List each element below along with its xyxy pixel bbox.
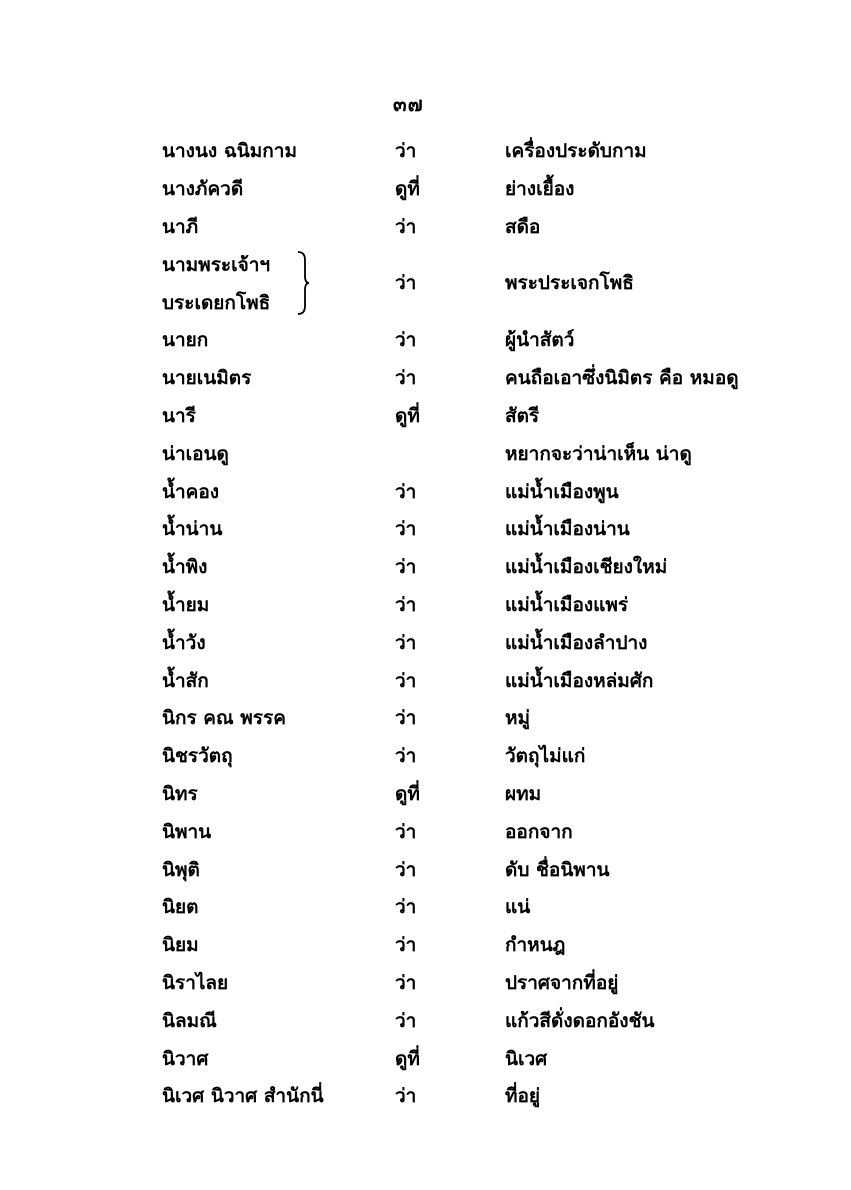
glossary-entry — [0, 814, 851, 852]
entry-relation: ว่า — [395, 518, 417, 541]
glossary-entry — [0, 133, 851, 171]
entry-relation: ว่า — [395, 367, 417, 390]
entry-term: นายเนมิตร — [162, 367, 252, 390]
entry-definition: แก้วสีดั่งดอกอังชัน — [505, 1009, 655, 1032]
entry-definition: เครื่องประดับกาม — [505, 140, 647, 162]
entry-term: น้ำพิง — [162, 556, 208, 579]
entry-definition: สัตรี — [505, 404, 540, 427]
glossary-entry — [0, 474, 851, 512]
glossary-entry — [0, 1041, 851, 1079]
glossary-entry — [0, 663, 851, 701]
entry-term: นิยต — [162, 896, 199, 919]
entry-term-line: บระเดยกโพธิ — [162, 292, 271, 315]
entry-term: น้ำยม — [162, 593, 210, 616]
entry-term: นาภี — [162, 215, 199, 238]
entry-definition: หมู่ — [505, 707, 531, 730]
glossary-entry — [0, 738, 851, 776]
entry-relation: ว่า — [395, 707, 417, 730]
glossary-entry — [0, 889, 851, 927]
entry-term-line: นามพระเจ้าฯ — [162, 254, 271, 277]
glossary-entry — [0, 360, 851, 398]
entry-definition: แม่น้ำเมืองเชียงใหม่ — [505, 556, 668, 579]
entry-definition: พระประเจกโพธิ — [505, 272, 634, 295]
entry-relation: ว่า — [395, 896, 417, 919]
entry-relation: ดูที่ — [395, 782, 420, 805]
entry-relation: ว่า — [395, 934, 417, 957]
entry-term: นิพุติ — [162, 858, 200, 881]
glossary-entry — [0, 398, 851, 436]
entry-relation: ว่า — [395, 1009, 417, 1032]
entry-relation: ว่า — [395, 215, 417, 238]
entry-term: น้ำคอง — [162, 480, 220, 503]
entry-definition: แม่น้ำเมืองแพร่ — [505, 593, 629, 616]
glossary-entry — [0, 209, 851, 247]
entry-relation: ว่า — [395, 820, 417, 843]
entry-definition: ออกจาก — [505, 820, 573, 843]
glossary-entry — [0, 246, 851, 322]
entry-term: น่าเอนดู — [162, 442, 229, 465]
entry-relation: ว่า — [395, 971, 417, 994]
entry-definition: วัตถุไม่แก่ — [505, 745, 586, 768]
entry-definition: แน่ — [505, 896, 531, 919]
entry-term: นิกร คณ พรรค — [162, 707, 286, 730]
entry-term: น้ำสัก — [162, 669, 209, 692]
entry-relation: ว่า — [395, 669, 417, 692]
entry-term: นิชรวัตถุ — [162, 745, 233, 768]
entry-term: นางนง ฉนิมกาม — [162, 140, 297, 162]
glossary-entry — [0, 549, 851, 587]
curly-brace-icon — [296, 250, 310, 316]
glossary-entry — [0, 776, 851, 814]
entry-term: นิลมณี — [162, 1009, 217, 1032]
entry-relation: ว่า — [395, 556, 417, 579]
entry-term: นางภัควดี — [162, 177, 244, 200]
entry-term — [162, 246, 270, 322]
glossary-entry — [0, 1078, 851, 1116]
entry-relation: ว่า — [395, 858, 417, 881]
glossary-entry — [0, 436, 851, 474]
glossary-entries — [0, 133, 851, 1116]
entry-relation: ว่า — [395, 329, 417, 352]
entry-definition: นิเวศ — [505, 1047, 548, 1070]
glossary-entry — [0, 1003, 851, 1041]
entry-relation: ว่า — [395, 480, 417, 503]
entry-definition: ปราศจากที่อยู่ — [505, 971, 619, 994]
glossary-entry — [0, 700, 851, 738]
glossary-entry — [0, 625, 851, 663]
entry-definition: ผทม — [505, 782, 542, 805]
entry-definition: แม่น้ำเมืองน่าน — [505, 518, 630, 541]
entry-relation: ว่า — [395, 593, 417, 616]
entry-term: นิเวศ นิวาศ สำนักนี่ — [162, 1085, 324, 1108]
entry-term: นิวาศ — [162, 1047, 209, 1070]
entry-relation: ว่า — [395, 1085, 417, 1108]
entry-relation: ดูที่ — [395, 1047, 420, 1070]
glossary-entry — [0, 322, 851, 360]
glossary-entry — [0, 927, 851, 965]
glossary-entry — [0, 852, 851, 890]
entry-relation: ว่า — [395, 272, 417, 295]
entry-term: นายก — [162, 329, 209, 352]
entry-definition: กำหนฎ — [505, 934, 566, 957]
entry-term: น้ำวัง — [162, 631, 206, 654]
entry-term: นิทร — [162, 782, 198, 805]
entry-term: นารี — [162, 404, 196, 427]
entry-term: นิยม — [162, 934, 199, 957]
entry-relation: ดูที่ — [395, 404, 420, 427]
entry-relation: ว่า — [395, 140, 417, 162]
entry-definition: ย่างเยื้อง — [505, 177, 575, 200]
glossary-entry — [0, 587, 851, 625]
glossary-entry — [0, 511, 851, 549]
entry-relation: ดูที่ — [395, 177, 420, 200]
entry-definition: แม่น้ำเมืองลำปาง — [505, 631, 648, 654]
entry-term: น้ำน่าน — [162, 518, 223, 541]
entry-definition: แม่น้ำเมืองพูน — [505, 480, 619, 503]
entry-definition: คนถือเอาซึ่งนิมิตร คือ หมอดู — [505, 367, 739, 390]
entry-definition: ที่อยู่ — [505, 1085, 541, 1108]
entry-relation: ว่า — [395, 631, 417, 654]
entry-relation: ว่า — [395, 745, 417, 768]
entry-definition: หยากจะว่าน่าเห็น น่าดู — [505, 442, 692, 465]
entry-definition: สดือ — [505, 215, 541, 238]
glossary-entry — [0, 965, 851, 1003]
glossary-entry — [0, 171, 851, 209]
page-number: ๓๗ — [393, 92, 424, 116]
entry-definition: ดับ ชื่อนิพาน — [505, 858, 610, 881]
entry-term: นิราไลย — [162, 971, 229, 994]
entry-definition: แม่น้ำเมืองหล่มศัก — [505, 669, 654, 692]
entry-definition: ผู้นำสัตว์ — [505, 329, 575, 352]
entry-term: นิพาน — [162, 820, 212, 843]
